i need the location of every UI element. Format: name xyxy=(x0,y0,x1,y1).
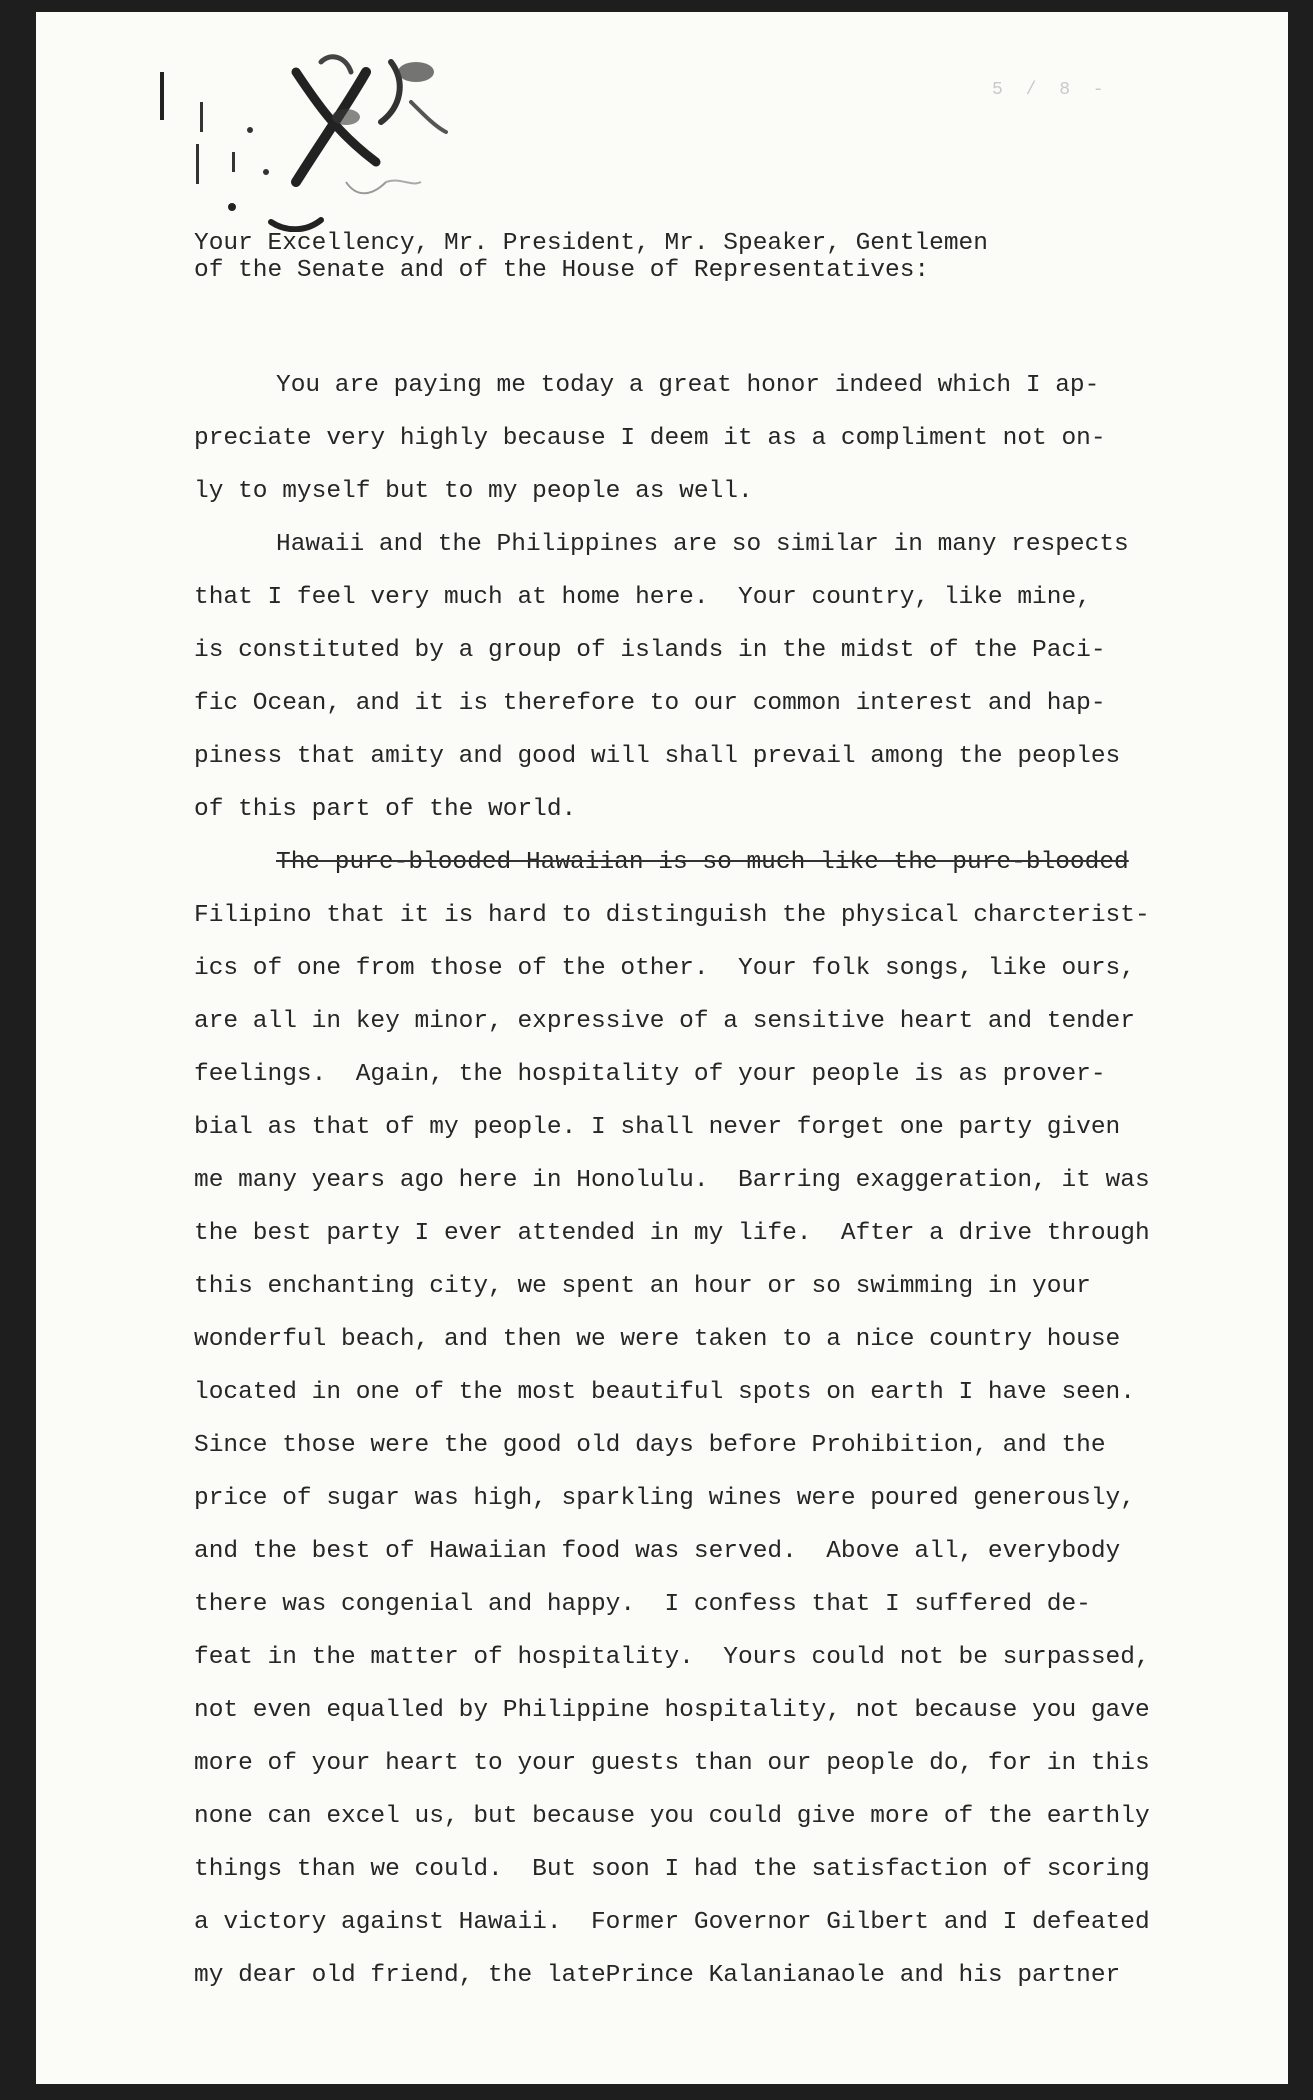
body-line: the best party I ever attended in my life. After a drive through xyxy=(194,1220,1150,1247)
body-line: a victory against Hawaii. Former Governor Gilbert and I defeated xyxy=(194,1909,1150,1936)
body-line: You are paying me today a great honor indeed which I ap- xyxy=(276,372,1100,399)
body-line: Since those were the good old days before Prohibition, and the xyxy=(194,1432,1106,1459)
body-line: feelings. Again, the hospitality of your people is as prover- xyxy=(194,1061,1106,1088)
body-line: not even equalled by Philippine hospitality, not because you gave xyxy=(194,1697,1150,1724)
body-line: that I feel very much at home here. Your country, like mine, xyxy=(194,584,1091,611)
body-line: Filipino that it is hard to distinguish the physical charcterist- xyxy=(194,902,1150,929)
body-text xyxy=(194,359,1234,2002)
typewritten-page xyxy=(36,12,1288,2084)
body-line: preciate very highly because I deem it as a compliment not on- xyxy=(194,425,1106,452)
body-line: located in one of the most beautiful spots on earth I have seen. xyxy=(194,1379,1135,1406)
body-line: piness that amity and good will shall prevail among the peoples xyxy=(194,743,1121,770)
body-line: feat in the matter of hospitality. Yours could not be surpassed, xyxy=(194,1644,1150,1671)
body-line: price of sugar was high, sparkling wines were poured generously, xyxy=(194,1485,1135,1512)
body-line: my dear old friend, the latePrince Kalanianaole and his partner xyxy=(194,1962,1121,1989)
salutation-line: of the Senate and of the House of Representatives: xyxy=(194,257,930,284)
body-line: of this part of the world. xyxy=(194,796,577,823)
body-line: ly to myself but to my people as well. xyxy=(194,478,753,505)
body-line: ics of one from those of the other. Your folk songs, like ours, xyxy=(194,955,1135,982)
struck-through-line: The pure-blooded Hawaiian is so much like the pure-blooded xyxy=(276,849,1129,876)
salutation xyxy=(194,230,988,284)
body-line: and the best of Hawaiian food was served. Above all, everybody xyxy=(194,1538,1121,1565)
body-line: things than we could. But soon I had the satisfaction of scoring xyxy=(194,1856,1150,1883)
body-line: me many years ago here in Honolulu. Barring exaggeration, it was xyxy=(194,1167,1150,1194)
body-line: fic Ocean, and it is therefore to our common interest and hap- xyxy=(194,690,1106,717)
body-line: Hawaii and the Philippines are so similar in many respects xyxy=(276,531,1129,558)
body-line: this enchanting city, we spent an hour or so swimming in your xyxy=(194,1273,1091,1300)
body-line: is constituted by a group of islands in the midst of the Paci- xyxy=(194,637,1106,664)
ink-cross-mark-icon xyxy=(146,32,466,232)
faint-corner-note: 5 / 8 - xyxy=(992,80,1110,100)
body-line: there was congenial and happy. I confess that I suffered de- xyxy=(194,1591,1091,1618)
body-line: bial as that of my people. I shall never forget one party given xyxy=(194,1114,1121,1141)
body-line: wonderful beach, and then we were taken to a nice country house xyxy=(194,1326,1121,1353)
body-line: are all in key minor, expressive of a sensitive heart and tender xyxy=(194,1008,1135,1035)
body-line: more of your heart to your guests than our people do, for in this xyxy=(194,1750,1150,1777)
body-line: none can excel us, but because you could give more of the earthly xyxy=(194,1803,1150,1830)
salutation-line: Your Excellency, Mr. President, Mr. Speaker, Gentlemen xyxy=(194,230,988,257)
